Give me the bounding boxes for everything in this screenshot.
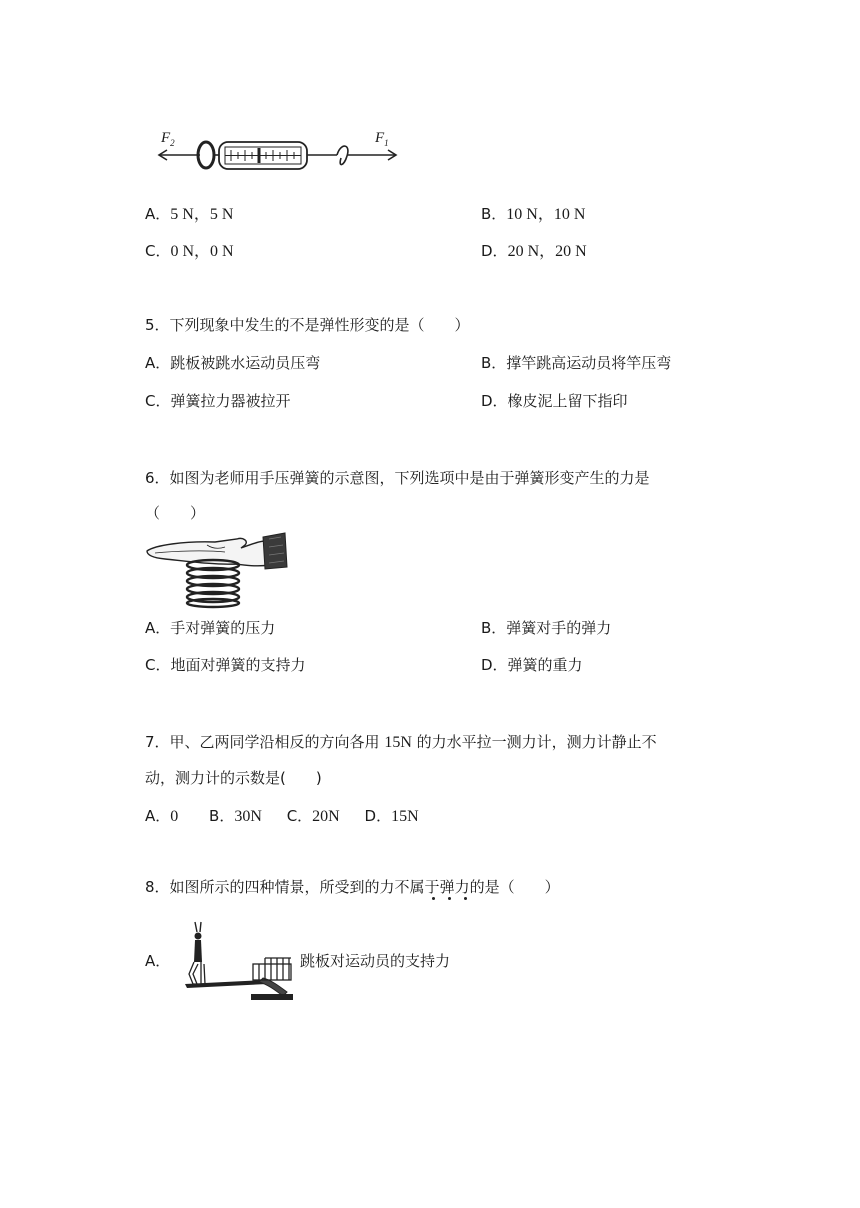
q8-option-a-letter: A．: [145, 952, 171, 970]
q7-stem-line2: 动，测力计的示数是( ): [145, 769, 322, 787]
q7-stem-line1: 7．甲、乙两同学沿相反的方向各用 15N 的力水平拉一测力计，测力计静止不: [145, 733, 657, 751]
q5-option-b: B．撑竿跳高运动员将竿压弯: [481, 354, 672, 372]
q6-stem-line1: 6．如图为老师用手压弹簧的示意图，下列选项中是由于弹簧形变产生的力是: [145, 469, 650, 487]
f1-label: $F_1$: [375, 130, 389, 148]
hand-spring-drawing: [145, 531, 295, 609]
emphasis-dot: [432, 897, 435, 900]
q5-option-d: D．橡皮泥上留下指印: [481, 392, 628, 410]
q4-option-c: C．0 N，0 N: [145, 242, 234, 260]
q8-stem: 8．如图所示的四种情景，所受到的力不属于弹力的是（ ）: [145, 878, 560, 896]
q8-option-a-text: 跳板对运动员的支持力: [300, 952, 451, 970]
q5-stem: 5．下列现象中发生的不是弹性形变的是（ ）: [145, 316, 470, 334]
q7-option-d: D．15N: [364, 807, 419, 825]
spring-scale-drawing: [155, 128, 405, 178]
q6-option-a: A．手对弹簧的压力: [145, 619, 276, 637]
q7-option-a: A．0: [145, 807, 179, 825]
emphasis-dot: [448, 897, 451, 900]
q8-emphasis: 不属于: [394, 878, 440, 896]
q6-option-c: C．地面对弹簧的支持力: [145, 656, 306, 674]
hand-spring-figure: [145, 531, 295, 609]
q4-option-d: D．20 N，20 N: [481, 242, 587, 260]
diver-drawing: [175, 918, 295, 1002]
q4-option-a: A．5 N，5 N: [145, 205, 234, 223]
q6-stem-line2: （ ）: [145, 504, 206, 522]
q5-option-c: C．弹簧拉力器被拉开: [145, 392, 291, 410]
q6-option-b: B．弹簧对手的弹力: [481, 619, 612, 637]
q4-option-b: B．10 N，10 N: [481, 205, 586, 223]
q7-option-b: B．30N: [209, 807, 262, 825]
f2-label: $F_2$: [161, 130, 175, 148]
diver-figure: [175, 918, 295, 1002]
spring-scale-figure: [155, 128, 405, 178]
q7-options: [145, 805, 419, 826]
q5-option-a: A．跳板被跳水运动员压弯: [145, 354, 321, 372]
emphasis-dot: [464, 897, 467, 900]
q6-option-d: D．弹簧的重力: [481, 656, 583, 674]
q7-option-c: C．20N: [286, 807, 340, 825]
